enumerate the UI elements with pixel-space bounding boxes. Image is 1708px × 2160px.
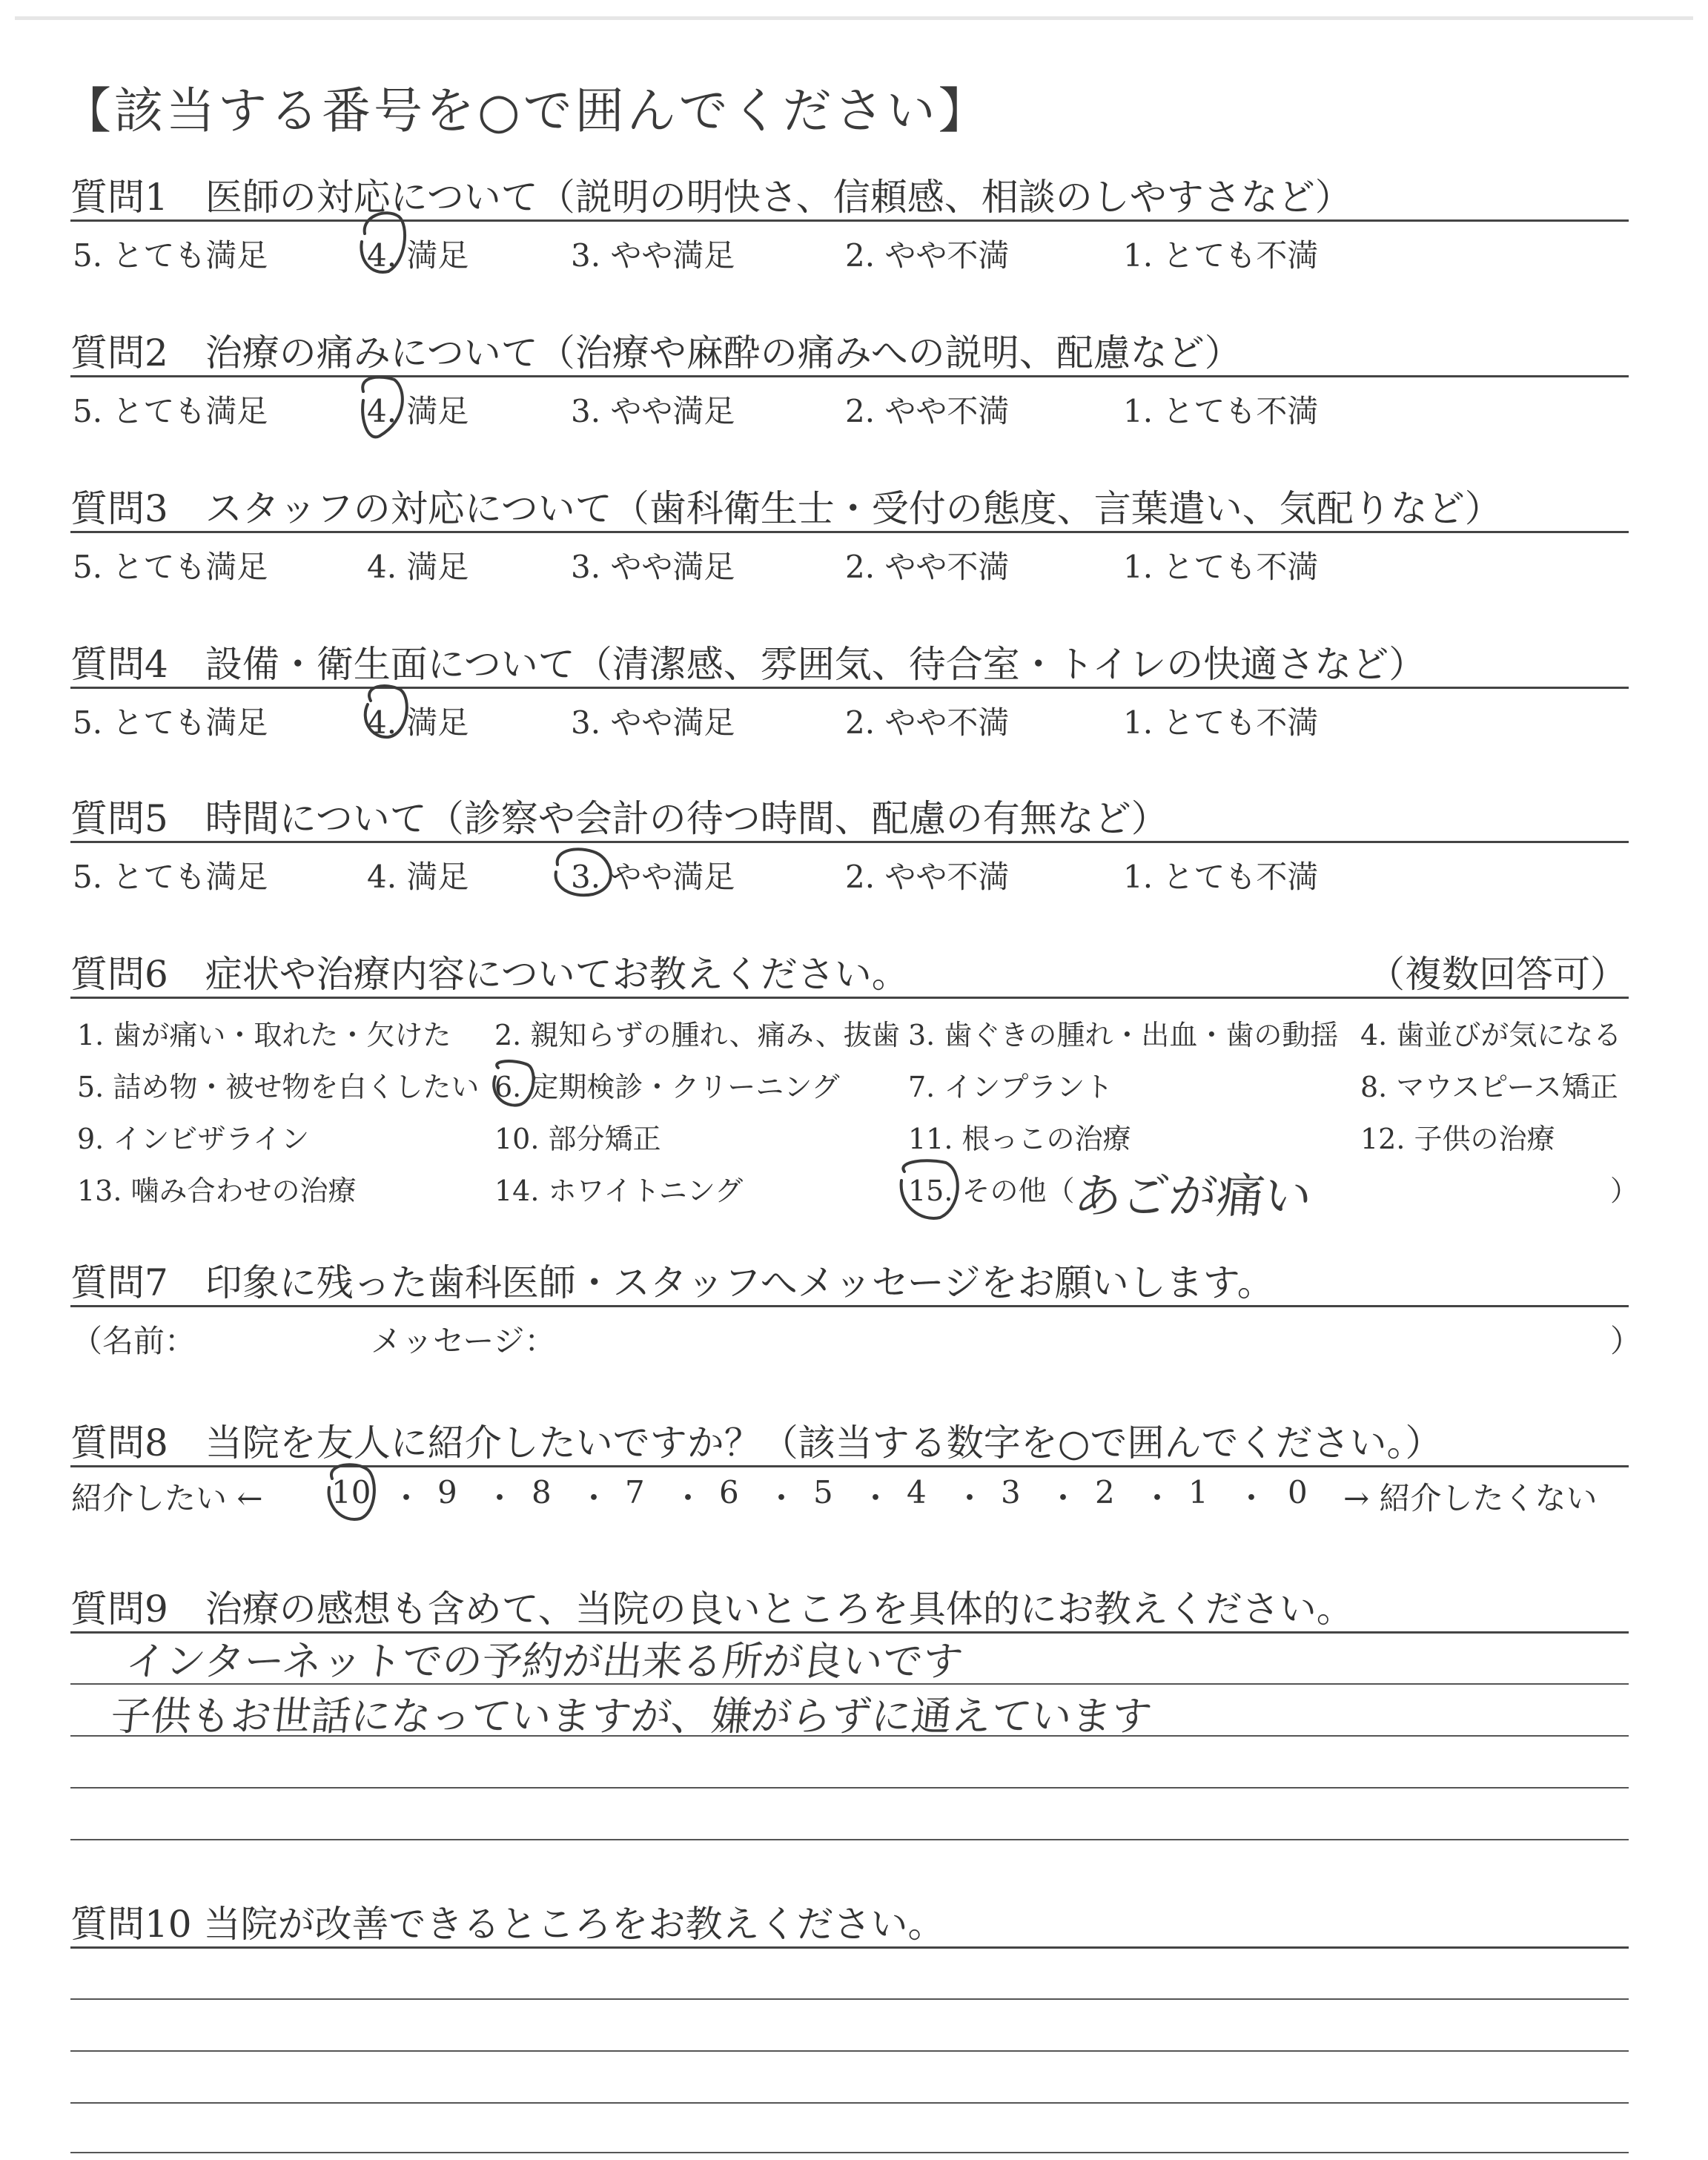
q2-option-3[interactable]: 3. やや満足 [571, 393, 735, 429]
q8-scale-dot: ・ [766, 1480, 798, 1516]
q5-option-3[interactable]: 3. やや満足 [571, 859, 735, 895]
q2-selection-circle [363, 377, 403, 437]
question-5-label: 質問5 時間について（診察や会計の待つ時間、配慮の有無など） [70, 797, 1168, 840]
q7-message-label: メッセージ： [371, 1323, 556, 1359]
question-3-label: 質問3 スタッフの対応について（歯科衛生士・受付の態度、言葉遣い、気配りなど） [70, 487, 1502, 530]
q6-option-5[interactable]: 5. 詰め物・被せ物を白くしたい [77, 1071, 480, 1103]
q9-answer-line-2[interactable]: 子供もお世話になっていますが、嫌がらずに通えています [108, 1693, 1154, 1740]
q8-scale-dot: ・ [391, 1480, 423, 1516]
q8-scale-1[interactable]: 1 [1188, 1474, 1208, 1510]
q1-option-4[interactable]: 4. 満足 [367, 237, 469, 274]
q3-option-2[interactable]: 2. やや不満 [845, 549, 1010, 585]
q6-other-handwritten[interactable]: あごが痛い [1071, 1169, 1315, 1224]
q7-name-label: （名前： [71, 1323, 196, 1359]
q4-option-5[interactable]: 5. とても満足 [73, 704, 268, 741]
q8-scale-8[interactable]: 8 [532, 1474, 552, 1510]
q4-option-1[interactable]: 1. とても不満 [1123, 704, 1319, 741]
q1-selection-circle [361, 213, 405, 272]
q2-option-1[interactable]: 1. とても不満 [1123, 393, 1319, 429]
q5-option-2[interactable]: 2. やや不満 [845, 859, 1010, 895]
q4-option-3[interactable]: 3. やや満足 [571, 704, 735, 741]
q8-scale-10[interactable]: 10 [331, 1474, 371, 1510]
q6-option-15-circle [901, 1160, 958, 1218]
q6-option-12[interactable]: 12. 子供の治療 [1360, 1123, 1555, 1155]
q6-option-14[interactable]: 14. ホワイトニング [494, 1175, 744, 1207]
q8-selection-circle [329, 1464, 374, 1519]
q8-scale-dot: ・ [1047, 1480, 1079, 1516]
q6-option-10[interactable]: 10. 部分矯正 [494, 1123, 661, 1155]
q4-option-4[interactable]: 4. 満足 [367, 704, 469, 741]
q7-close-paren: ） [1610, 1323, 1642, 1359]
q8-scale-dot: ・ [578, 1480, 610, 1516]
q8-scale-dot: ・ [1236, 1480, 1268, 1516]
q2-option-2[interactable]: 2. やや不満 [845, 393, 1010, 429]
page-header: 【該当する番号を○で囲んでください】 [62, 82, 990, 139]
q5-selection-circle [556, 849, 611, 895]
q8-scale-6[interactable]: 6 [719, 1474, 739, 1510]
q8-scale-2[interactable]: 2 [1095, 1474, 1115, 1510]
q1-option-5[interactable]: 5. とても満足 [73, 237, 268, 274]
q8-scale-3[interactable]: 3 [1001, 1474, 1021, 1510]
q8-scale-9[interactable]: 9 [437, 1474, 457, 1510]
q8-right-label: → 紹介したくない [1343, 1480, 1598, 1516]
q6-other-close-paren: ） [1610, 1175, 1639, 1207]
q1-option-3[interactable]: 3. やや満足 [571, 237, 735, 274]
q3-option-1[interactable]: 1. とても不満 [1123, 549, 1319, 585]
q3-option-5[interactable]: 5. とても満足 [73, 549, 268, 585]
question-2-label: 質問2 治療の痛みについて（治療や麻酔の痛みへの説明、配慮など） [70, 331, 1242, 374]
q6-option-13[interactable]: 13. 噛み合わせの治療 [77, 1175, 357, 1207]
q8-scale-dot: ・ [860, 1480, 892, 1516]
q8-scale-dot: ・ [1142, 1480, 1174, 1516]
q6-option-2[interactable]: 2. 親知らずの腫れ、痛み、抜歯 [494, 1019, 900, 1051]
q6-option-1[interactable]: 1. 歯が痛い・取れた・欠けた [77, 1019, 451, 1051]
question-6-note: （複数回答可） [1368, 953, 1627, 996]
q8-scale-dot: ・ [484, 1480, 516, 1516]
q5-option-4[interactable]: 4. 満足 [367, 859, 469, 895]
q1-option-1[interactable]: 1. とても不満 [1123, 237, 1319, 274]
q2-option-4[interactable]: 4. 満足 [367, 393, 469, 429]
q8-scale-dot: ・ [954, 1480, 986, 1516]
question-6-label: 質問6 症状や治療内容についてお教えください。 [70, 953, 909, 996]
q6-option-8[interactable]: 8. マウスピース矯正 [1360, 1071, 1618, 1103]
q4-selection-circle [365, 686, 407, 737]
q6-option-6[interactable]: 6. 定期検診・クリーニング [494, 1071, 840, 1103]
q8-scale-5[interactable]: 5 [813, 1474, 833, 1510]
q6-option-9[interactable]: 9. インビザライン [77, 1123, 310, 1155]
q6-option-6-circle [494, 1061, 533, 1105]
q8-left-label: 紹介したい ← [71, 1480, 263, 1516]
q5-option-5[interactable]: 5. とても満足 [73, 859, 268, 895]
question-1-label: 質問1 医師の対応について（説明の明快さ、信頼感、相談のしやすさなど） [70, 176, 1352, 219]
q1-option-2[interactable]: 2. やや不満 [845, 237, 1010, 274]
q6-option-7[interactable]: 7. インプラント [908, 1071, 1113, 1103]
q5-option-1[interactable]: 1. とても不満 [1123, 859, 1319, 895]
q6-option-15[interactable]: 15. その他（ [908, 1175, 1075, 1207]
q6-option-3[interactable]: 3. 歯ぐきの腫れ・出血・歯の動揺 [908, 1019, 1339, 1051]
q6-option-11[interactable]: 11. 根っこの治療 [908, 1123, 1131, 1155]
q8-scale-4[interactable]: 4 [907, 1474, 927, 1510]
question-7-label: 質問7 印象に残った歯科医師・スタッフへメッセージをお願いします。 [70, 1261, 1274, 1304]
q3-option-4[interactable]: 4. 満足 [367, 549, 469, 585]
q8-scale-0[interactable]: 0 [1288, 1474, 1308, 1510]
q8-scale-dot: ・ [672, 1480, 704, 1516]
q2-option-5[interactable]: 5. とても満足 [73, 393, 268, 429]
question-4-label: 質問4 設備・衛生面について（清潔感、雰囲気、待合室・トイレの快適さなど） [70, 643, 1426, 686]
q8-scale-7[interactable]: 7 [625, 1474, 645, 1510]
question-8-label: 質問8 当院を友人に紹介したいですか？（該当する数字を○で囲んでください。） [70, 1421, 1443, 1464]
q4-option-2[interactable]: 2. やや不満 [845, 704, 1010, 741]
question-10-label: 質問10 当院が改善できるところをお教えください。 [70, 1903, 945, 1946]
q9-answer-line-1[interactable]: インターネットでの予約が出来る所が良いです [123, 1638, 966, 1685]
question-9-label: 質問9 治療の感想も含めて、当院の良いところを具体的にお教えください。 [70, 1588, 1354, 1631]
q3-option-3[interactable]: 3. やや満足 [571, 549, 735, 585]
q6-option-4[interactable]: 4. 歯並びが気になる [1360, 1019, 1622, 1051]
